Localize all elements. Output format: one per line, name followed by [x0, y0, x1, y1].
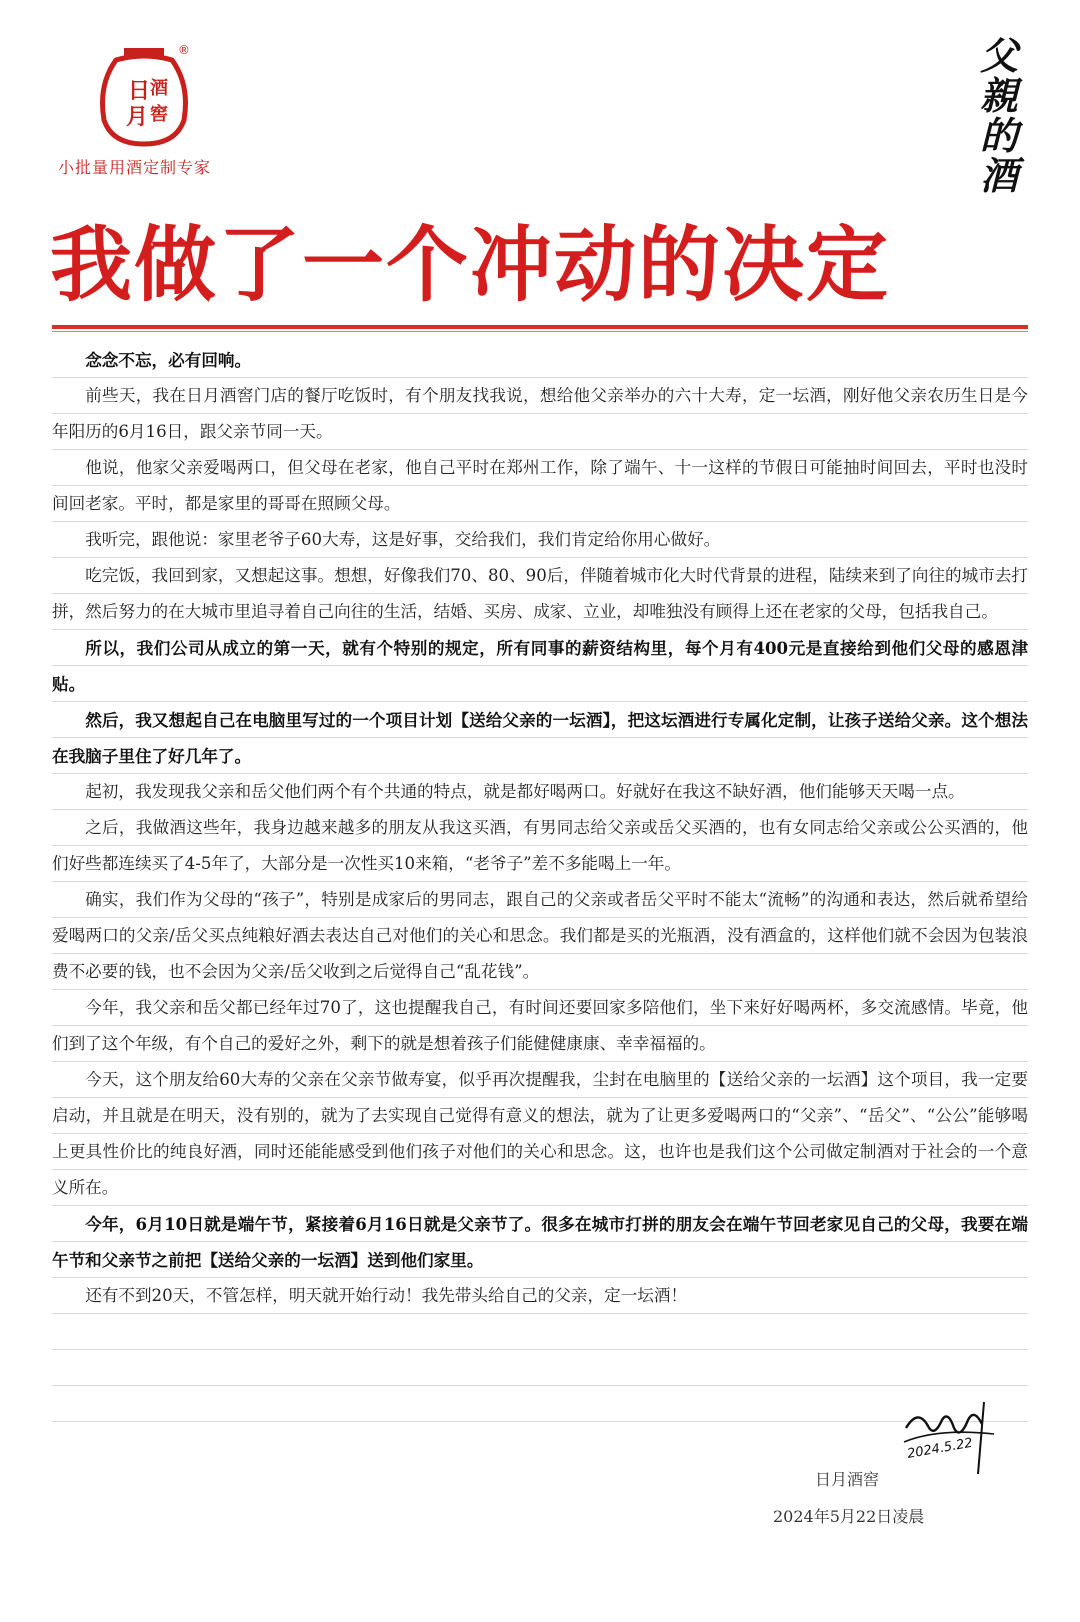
signature-date: 2024.5.22 [906, 1435, 974, 1462]
letter-body [52, 342, 1028, 1422]
svg-text:酒: 酒 [150, 78, 168, 99]
svg-text:月: 月 [126, 104, 149, 130]
signature-company: 日月酒窖 [815, 1470, 880, 1489]
letter-paragraph: 所以，我们公司从成立的第一天，就有个特别的规定，所有同事的薪资结构里，每个月有400元是直接给到他们父母的感恩津贴。 [52, 638, 1028, 694]
letter-paragraph: 然后，我又想起自己在电脑里写过的一个项目计划【送给父亲的一坛酒】，把这坛酒进行专属化定制，让孩子送给父亲。这个想法在我脑子里住了好几年了。 [52, 710, 1028, 766]
blank-ruled-line [52, 1314, 1028, 1350]
wine-jar-logo-icon [94, 40, 194, 150]
brand-tagline: 小批量用酒定制专家 [58, 158, 212, 177]
side-title-char: 的 [979, 114, 1018, 158]
side-title-char: 酒 [979, 154, 1018, 198]
letter-paragraph: 之后，我做酒这些年，我身边越来越多的朋友从我这买酒，有男同志给父亲或岳父买酒的，也有女同志给父亲或公公买酒的，他们好些都连续买了4-5年了，大部分是一次性买10来箱，“老爷子”差不多能喝上一年。 [52, 818, 1028, 873]
letter-paragraph: 他说，他家父亲爱喝两口，但父母在老家，他自己平时在郑州工作，除了端午、十一这样的节假日可能抽时间回去，平时也没时间回老家。平时，都是家里的哥哥在照顾父母。 [52, 458, 1028, 513]
letter-paragraph: 还有不到20天，不管怎样，明天就开始行动！我先带头给自己的父亲，定一坛酒！ [85, 1286, 688, 1305]
letter-paragraph: 我听完，跟他说：家里老爷子60大寿，这是好事，交给我们，我们肯定给你用心做好。 [85, 530, 721, 549]
side-title-char: 父 [979, 34, 1018, 78]
blank-ruled-line [52, 1350, 1028, 1386]
letter-paragraph: 今年，6月10日就是端午节，紧接着6月16日就是父亲节了。很多在城市打拼的朋友会在端午节回老家见自己的父母，我要在端午节和父亲节之前把【送给父亲的一坛酒】送到他们家里。 [52, 1214, 1028, 1270]
letter-paragraph: 今天，这个朋友给60大寿的父亲在父亲节做寿宴，似乎再次提醒我，尘封在电脑里的【送给父亲的一坛酒】这个项目，我一定要启动，并且就是在明天，没有别的，就为了去实现自己觉得有意义的想法，就为了让更多爱喝两口的“父亲”、“岳父”、“公公”能够喝上更具性价比的纯良好酒，同时还能能感受到他们孩子对他们的关心和思念。这，也许也是我们这个公司做定制酒对于社会的一个意义所在。 [52, 1070, 1028, 1197]
letter-paragraph: 确实，我们作为父母的“孩子”，特别是成家后的男同志，跟自己的父亲或者岳父平时不能太“流畅”的沟通和表达，然后就希望给爱喝两口的父亲/岳父买点纯粮好酒去表达自己对他们的关心和思念。我们都是买的光瓶酒，没有酒盒的，这样他们就不会因为包装浪费不必要的钱，也不会因为父亲/岳父收到之后觉得自己“乱花钱”。 [52, 890, 1028, 981]
registered-mark: ® [178, 43, 190, 57]
logo-char-ri: 日 [128, 78, 151, 104]
red-divider-thin [52, 331, 1028, 332]
page-headline: 我做了一个冲动的决定 [50, 218, 891, 313]
letter-paragraph: 吃完饭，我回到家，又想起这事。想想，好像我们70、80、90后，伴随着城市化大时代背景的进程，陆续来到了向往的城市去打拼，然后努力的在大城市里追寻着自己向往的生活，结婚、买房、成家、立业，却唯独没有顾得上还在老家的父母，包括我自己。 [52, 566, 1028, 621]
letter-paragraph: 今年，我父亲和岳父都已经年过70了，这也提醒我自己，有时间还要回家多陪他们，坐下来好好喝两杯，多交流感情。毕竟，他们到了这个年级，有个自己的爱好之外，剩下的就是想着孩子们能健健康康、幸幸福福的。 [52, 998, 1028, 1053]
brand-logo [52, 40, 242, 150]
handwritten-signature [898, 1398, 1008, 1478]
signature-date-line: 2024年5月22日凌晨 [773, 1507, 925, 1526]
letter-paragraph: 前些天，我在日月酒窖门店的餐厅吃饭时，有个朋友找我说，想给他父亲举办的六十大寿，定一坛酒，刚好他父亲农历生日是今年阳历的6月16日，跟父亲节同一天。 [52, 386, 1028, 441]
letter-paragraph: 念念不忘，必有回响。 [85, 350, 252, 370]
blank-ruled-line [52, 1386, 1028, 1422]
red-divider [52, 325, 1028, 329]
side-title-char: 親 [979, 74, 1018, 118]
svg-text:窖: 窖 [150, 104, 168, 125]
side-calligraphy-title [968, 36, 1030, 196]
letter-paragraph: 起初，我发现我父亲和岳父他们两个有个共通的特点，就是都好喝两口。好就好在我这不缺好酒，他们能够天天喝一点。 [85, 782, 965, 801]
